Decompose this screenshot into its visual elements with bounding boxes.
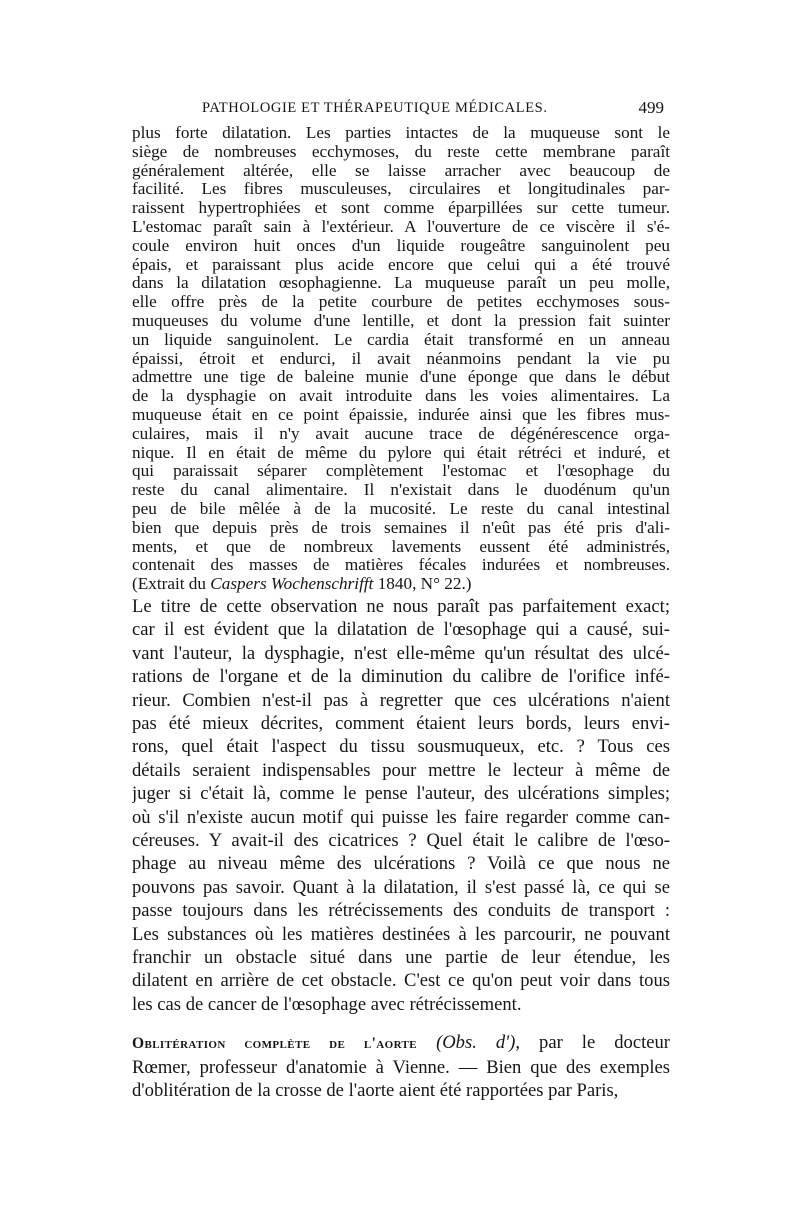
text-line: où s'il n'existe aucun motif qui puisse les faire regarder comme can- xyxy=(132,806,670,828)
commentary-text xyxy=(132,595,670,1016)
text-line: Le titre de cette observation ne nous paraît pas parfaitement exact; xyxy=(132,595,670,617)
text-line: franchir un obstacle situé dans une partie de leur étendue, les xyxy=(132,947,670,969)
text-line: reste du canal alimentaire. Il n'existait dans le duodénum qu'un xyxy=(132,481,670,500)
text-line: de la dysphagie on avait introduite dans les voies alimentaires. La xyxy=(132,387,670,406)
page xyxy=(132,96,670,1102)
section-line-3: d'oblitération de la crosse de l'aorte aient été rapportées par Paris, xyxy=(132,1080,619,1102)
text-line: rieur. Combien n'est-il pas à regretter que ces ulcérations n'aient xyxy=(132,689,670,711)
text-line: ments, et que de nombreux lavements eussent été administrés, xyxy=(132,537,670,556)
text-line: plus forte dilatation. Les parties intactes de la muqueuse sont le xyxy=(132,124,670,142)
section-first-line xyxy=(132,1031,670,1055)
running-title: PATHOLOGIE ET THÉRAPEUTIQUE MÉDICALES. xyxy=(202,100,548,116)
journal-title: Caspers Wochenschrifft xyxy=(210,575,374,594)
text-line: qui paraissait séparer complètement l'estomac et l'œsophage du xyxy=(132,462,670,481)
text-line: bien que depuis près de trois semaines il n'eût pas été pris d'ali- xyxy=(132,518,670,537)
text-line: vant l'auteur, la dysphagie, n'est elle-même qu'un résultat des ulcé- xyxy=(132,642,670,664)
section-heading: Oblitération complète de l'aorte xyxy=(132,1035,418,1053)
page-number: 499 xyxy=(638,98,664,117)
text-line: muqueuse était en ce point épaissie, indurée ainsi que les fibres mus- xyxy=(132,405,670,424)
text-line: épaissi, étroit et endurci, il avait néanmoins pendant la vie pu xyxy=(132,349,670,368)
text-line: nique. Il en était de même du pylore qui était rétréci et induré, et xyxy=(132,443,670,462)
text-line: dans la dilatation œsophagienne. La muqueuse paraît un peu molle, xyxy=(132,274,670,293)
text-line: car il est évident que la dilatation de l'œsophage qui a causé, sui- xyxy=(132,619,670,641)
text-line: rons, quel était l'aspect du tissu sousmuqueux, etc. ? Tous ces xyxy=(132,736,670,758)
text-line: contenait des masses de matières fécales indurées et nombreuses. xyxy=(132,556,670,575)
page-header xyxy=(132,96,670,124)
text-line: facilité. Les fibres musculeuses, circulaires et longitudinales par- xyxy=(132,180,670,199)
text-line: dilatent en arrière de cet obstacle. C'est ce qu'on peut voir dans tous xyxy=(132,970,670,992)
text-line: épais, et paraissant plus acide encore que celui qui a été trouvé xyxy=(132,255,670,274)
text-line: admettre une tige de baleine munie d'une éponge que dans le début xyxy=(132,368,670,387)
text-line: céreuses. Y avait-il des cicatrices ? Quel était le calibre de l'œso- xyxy=(132,829,670,851)
text-line: Les substances où les matières destinées à les parcourir, ne pouvant xyxy=(132,923,670,945)
text-line: siège de nombreuses ecchymoses, du reste cette membrane paraît xyxy=(132,142,670,161)
obs-reference: (Obs. d') xyxy=(436,1032,516,1054)
text-line: L'estomac paraît sain à l'extérieur. A l'ouverture de ce viscère il s'é- xyxy=(132,217,670,236)
text-line: juger si c'était là, comme le pense l'auteur, des ulcérations simples; xyxy=(132,783,670,805)
text-line: elle offre près de la petite courbure de petites ecchymoses sous- xyxy=(132,293,670,312)
text-line: coule environ huit onces d'un liquide rougeâtre sanguinolent peu xyxy=(132,236,670,255)
section-line1-rest: , par le docteur xyxy=(515,1032,670,1054)
text-line: généralement altérée, elle se laisse arracher avec beaucoup de xyxy=(132,161,670,180)
section-oblitération xyxy=(132,1031,670,1102)
section-line-2: Rœmer, professeur d'anatomie à Vienne. — Bien que des exemples xyxy=(132,1056,670,1078)
text-line: les cas de cancer de l'œsophage avec rétrécissement. xyxy=(132,993,522,1015)
text-line: peu de bile mêlée à de la mucosité. Le reste du canal intestinal xyxy=(132,499,670,518)
text-line: pas été mieux décrites, comment étaient leurs bords, leurs envi- xyxy=(132,712,670,734)
text-line: (Extrait du Caspers Wochenschrifft 1840, N° 22.) xyxy=(132,575,472,594)
text-line: culaires, mais il n'y avait aucune trace de dégénérescence orga- xyxy=(132,424,670,443)
text-line: raissent hypertrophiées et sont comme éparpillées sur cette tumeur. xyxy=(132,199,670,218)
text-line: phage au niveau même des ulcérations ? Voilà ce que nous ne xyxy=(132,853,670,875)
case-report-text xyxy=(132,124,670,594)
text-line: détails seraient indispensables pour mettre le lecteur à même de xyxy=(132,759,670,781)
text-line: muqueuses du volume d'une lentille, et dont la pression fait suinter xyxy=(132,311,670,330)
text-line: un liquide sanguinolent. Le cardia était transformé en un anneau xyxy=(132,330,670,349)
text-line: pouvons pas savoir. Quant à la dilatation, il s'est passé là, ce qui se xyxy=(132,876,670,898)
text-line: rations de l'organe et de la diminution du calibre de l'orifice infé- xyxy=(132,666,670,688)
text-line: passe toujours dans les rétrécissements des conduits de transport : xyxy=(132,900,670,922)
